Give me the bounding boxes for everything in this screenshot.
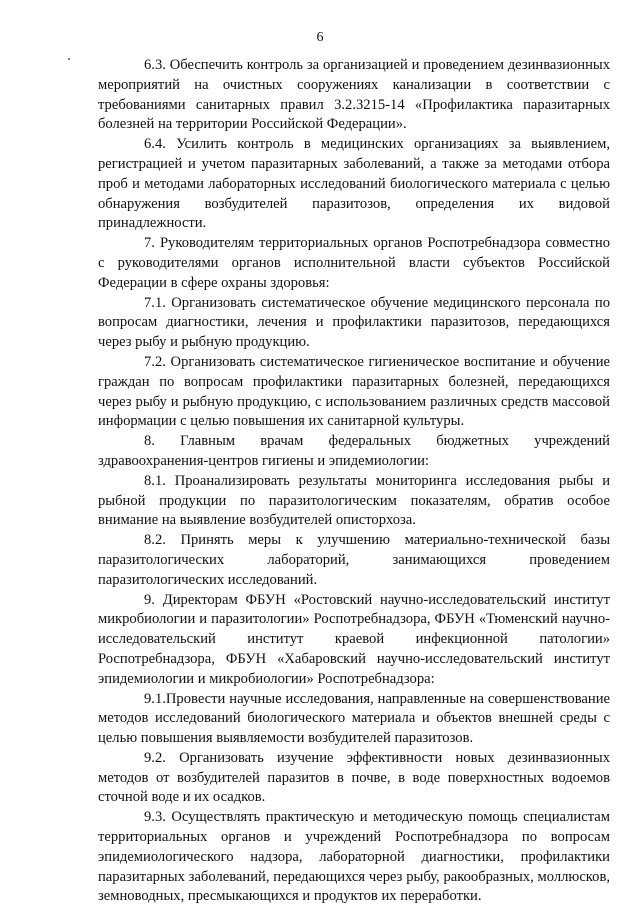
paragraph-9-3: 9.3. Осуществлять практическую и методическую помощь специалистам территориальных органов и учреждений Роспотребнадзора по вопросам эпидемиологического надзора, лабораторной диагностики, профилактики паразитарных заболеваний, передающихся через рыбу, ракообразных, моллюсков, земноводных, пресмыкающихся и продуктов их переработки. <box>98 809 610 905</box>
paragraph-6-4: 6.4. Усилить контроль в медицинских организациях за выявлением, регистрацией и учетом паразитарных заболеваний, а также за методами отбора проб и методами лабораторных исследований биологического материала с целью обнаружения возбудителей паразитозов, определения их видовой принадлежности. <box>98 136 610 232</box>
paragraph-9-2: 9.2. Организовать изучение эффективности новых дезинвазионных методов от возбудителей паразитов в почве, в воде поверхностных водоемов сточной воде и их осадков. <box>98 749 610 806</box>
paragraph-7: 7. Руководителям территориальных органов Роспотребнадзора совместно с руководителями органов исполнительной власти субъектов Российской Федерации в сфере охраны здоровья: <box>98 235 610 291</box>
paragraph-6-3: 6.3. Обеспечить контроль за организацией и проведением дезинвазионных мероприятий на очистных сооружениях канализации в соответствии с требованиями санитарных правил 3.2.3215-14 «Профилактика паразитарных болезней на территории Российской Федерации». <box>98 57 610 133</box>
paragraph-9-1: 9.1.Провести научные исследования, направленные на совершенствование методов исследований биологического материала и объектов внешней среды с целью повышения выявляемости возбудителей паразитозов. <box>98 690 610 747</box>
page-number: 6 <box>316 30 324 45</box>
paragraph-8-1: 8.1. Проанализировать результаты мониторинга исследования рыбы и рыбной продукции по паразитологическим показателям, обратив особое внимание на выявление возбудителей описторхоза. <box>98 472 610 529</box>
paragraph-9: 9. Директорам ФБУН «Ростовский научно-исследовательский институт микробиологии и паразитологии» Роспотребнадзора, ФБУН «Тюменский научно-исследовательский институт краевой инфекционной патологии» Роспотребнадзора, ФБУН «Хабаровский научно-исследовательский институт эпидемиологии и микробиологии» Роспотребнадзора: <box>98 591 610 687</box>
paragraph-7-1: 7.1. Организовать систематическое обучение медицинского персонала по вопросам диагностики, лечения и профилактики паразитозов, передающихся через рыбу и рыбную продукцию. <box>98 294 610 351</box>
paragraph-8: 8. Главным врачам федеральных бюджетных учреждений здравоохранения-центров гигиены и эпидемиологии: <box>98 433 610 469</box>
paragraph-7-2: 7.2. Организовать систематическое гигиеническое воспитание и обучение граждан по вопросам профилактики паразитарных болезней, передающихся через рыбу и рыбную продукцию, с использованием различных средств массовой информации с целью повышения их санитарной культуры. <box>98 353 610 430</box>
document-body <box>98 56 610 907</box>
paragraph-8-2: 8.2. Принять меры к улучшению материально-технической базы паразитологических лабораторий, занимающихся проведением паразитологических исследований. <box>98 532 610 588</box>
scan-speck <box>68 58 70 60</box>
